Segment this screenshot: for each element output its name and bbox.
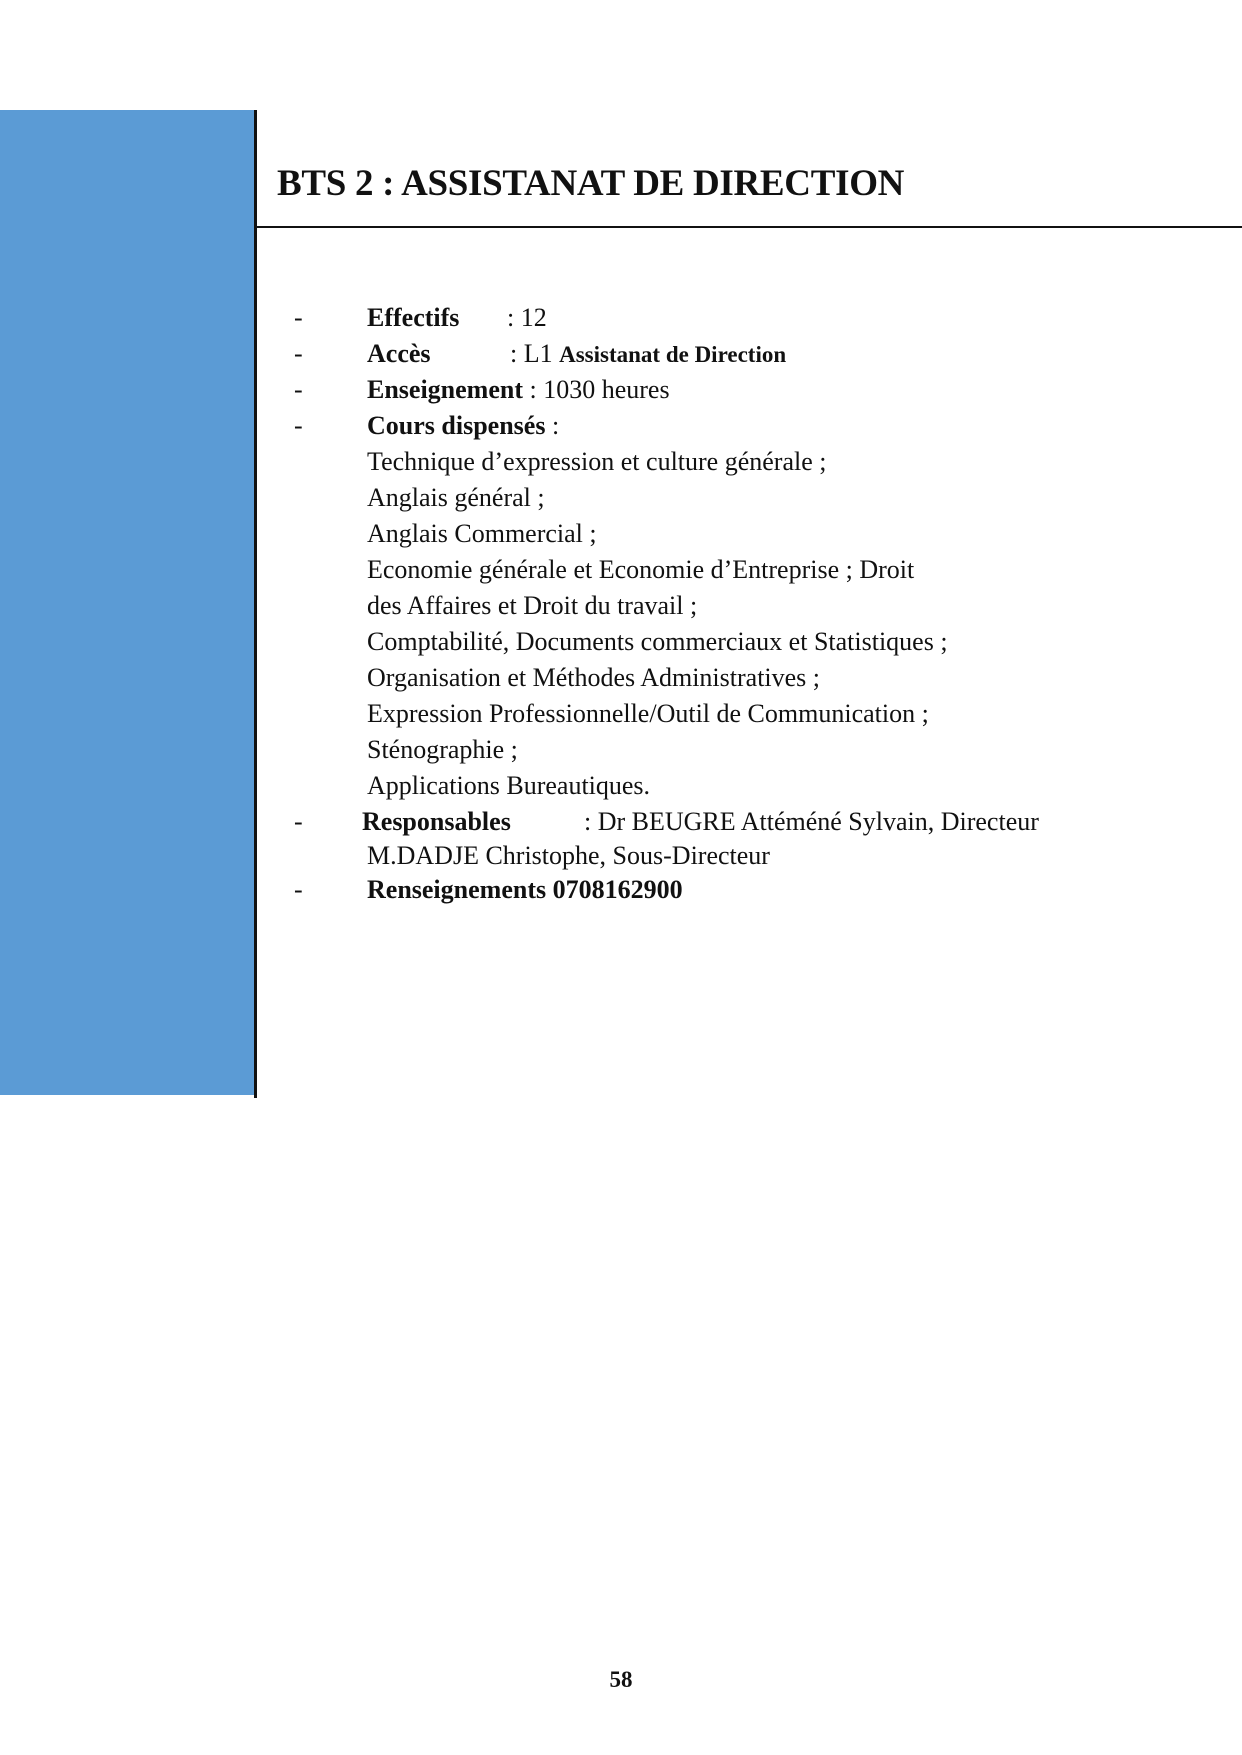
course-line: Organisation et Méthodes Administratives ;: [367, 663, 821, 692]
bullet-dash: -: [294, 375, 303, 404]
responsables-item: [292, 804, 1212, 838]
course-line: Applications Bureautiques.: [367, 771, 651, 800]
bullet-dash: -: [294, 807, 303, 836]
bullet-dash: -: [294, 411, 303, 440]
effectifs-value: : 12: [507, 303, 547, 332]
responsables-second-line: M.DADJE Christophe, Sous-Directeur: [367, 841, 770, 870]
effectifs-label: Effectifs: [367, 303, 460, 332]
course-line: Expression Professionnelle/Outil de Communication ;: [367, 699, 929, 728]
bullet-dash: -: [294, 303, 303, 332]
effectifs-item: [292, 300, 1212, 336]
acces-value: Assistanat de Direction: [559, 342, 787, 367]
enseignement-label: Enseignement: [367, 375, 523, 404]
cours-suffix: :: [545, 411, 560, 440]
bullet-dash: -: [294, 339, 303, 368]
responsables-label: Responsables: [362, 807, 511, 836]
course-line: Anglais Commercial ;: [367, 519, 597, 548]
renseignements-item: [292, 872, 1212, 908]
course-line: Anglais général ;: [367, 483, 545, 512]
course-line: Comptabilité, Documents commerciaux et Statistiques ;: [367, 627, 948, 656]
cours-item: [292, 408, 1212, 444]
bullet-dash: -: [294, 875, 303, 904]
acces-item: [292, 336, 1212, 372]
page-title: BTS 2 : ASSISTANAT DE DIRECTION: [277, 163, 905, 204]
page-number-text: 58: [609, 1667, 633, 1692]
responsables-value: : Dr BEUGRE Attéméné Sylvain, Directeur: [584, 807, 1039, 836]
renseignements-label: Renseignements 0708162900: [367, 875, 683, 904]
course-line: Technique d’expression et culture générale ;: [367, 447, 827, 476]
program-details: [292, 300, 1212, 908]
side-color-bar: [0, 110, 254, 1095]
cours-label: Cours dispensés: [367, 411, 546, 440]
side-vertical-rule: [254, 110, 257, 1098]
header-rule: [257, 226, 1242, 228]
enseignement-item: [292, 372, 1212, 408]
course-line: Sténographie ;: [367, 735, 518, 764]
course-line: des Affaires et Droit du travail ;: [367, 591, 698, 620]
page-number: [0, 1667, 1242, 1693]
enseignement-value: : 1030 heures: [523, 375, 670, 404]
acces-label: Accès: [367, 339, 431, 368]
acces-prefix: : L1: [510, 339, 560, 368]
course-line: Economie générale et Economie d’Entreprise ; Droit: [367, 555, 915, 584]
